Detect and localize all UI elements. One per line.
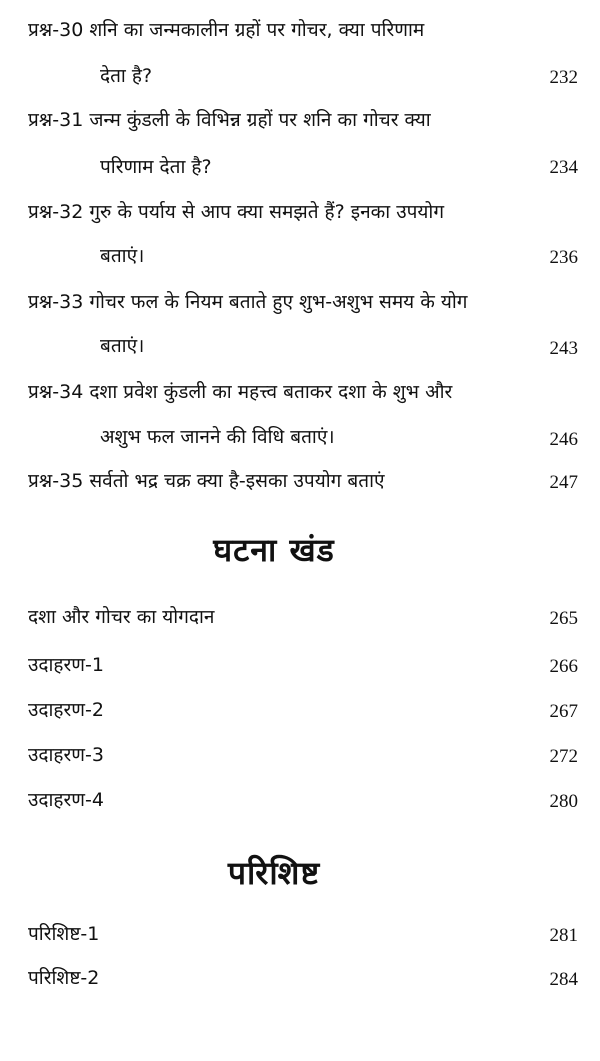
toc-entry-title: उदाहरण-4	[28, 789, 104, 811]
toc-entry-title-line1: प्रश्न-30 शनि का जन्मकालीन ग्रहों पर गोचर, क्या परिणाम	[28, 19, 425, 41]
toc-entry-title-line2: देता है?	[100, 65, 153, 87]
toc-page-number: 280	[549, 791, 578, 812]
toc-page-number: 243	[549, 338, 578, 359]
toc-entry-title-line2: बताएं।	[100, 245, 145, 267]
toc-page-number: 234	[549, 157, 578, 178]
toc-entry-title-line1: प्रश्न-34 दशा प्रवेश कुंडली का महत्त्व बताकर दशा के शुभ और	[28, 381, 453, 403]
toc-entry-title: उदाहरण-2	[28, 699, 104, 721]
toc-entry-title-line1: प्रश्न-31 जन्म कुंडली के विभिन्न ग्रहों पर शनि का गोचर क्या	[28, 109, 431, 131]
toc-page-number: 265	[549, 608, 578, 629]
toc-entry-title-line2: अशुभ फल जानने की विधि बताएं।	[100, 426, 335, 448]
toc-entry-title: दशा और गोचर का योगदान	[28, 606, 215, 628]
toc-entry-title: उदाहरण-1	[28, 654, 104, 676]
toc-entry-title-line2: परिणाम देता है?	[100, 156, 212, 178]
toc-entry-title-line1: प्रश्न-33 गोचर फल के नियम बताते हुए शुभ-अशुभ समय के योग	[28, 291, 468, 313]
toc-page-number: 272	[549, 746, 578, 767]
section-heading: घटना खंड	[213, 531, 335, 569]
toc-page-number: 247	[549, 472, 578, 493]
section-heading: परिशिष्ट	[227, 854, 321, 892]
toc-entry-title-line1: प्रश्न-35 सर्वतो भद्र चक्र क्या है-इसका उपयोग बताएं	[28, 470, 385, 492]
toc-entry-title-line2: बताएं।	[100, 335, 145, 357]
toc-entry-title-line1: प्रश्न-32 गुरु के पर्याय से आप क्या समझते हैं? इनका उपयोग	[28, 201, 445, 223]
toc-page-number: 266	[549, 656, 578, 677]
toc-page-number: 281	[549, 925, 578, 946]
toc-page-number: 284	[549, 969, 578, 990]
toc-page-number: 246	[549, 429, 578, 450]
toc-entry-title: परिशिष्ट-1	[28, 923, 100, 945]
toc-page-number: 267	[549, 701, 578, 722]
toc-entry-title: परिशिष्ट-2	[28, 967, 100, 989]
toc-page-number: 232	[549, 67, 578, 88]
toc-entry-title: उदाहरण-3	[28, 744, 104, 766]
toc-page-number: 236	[549, 247, 578, 268]
